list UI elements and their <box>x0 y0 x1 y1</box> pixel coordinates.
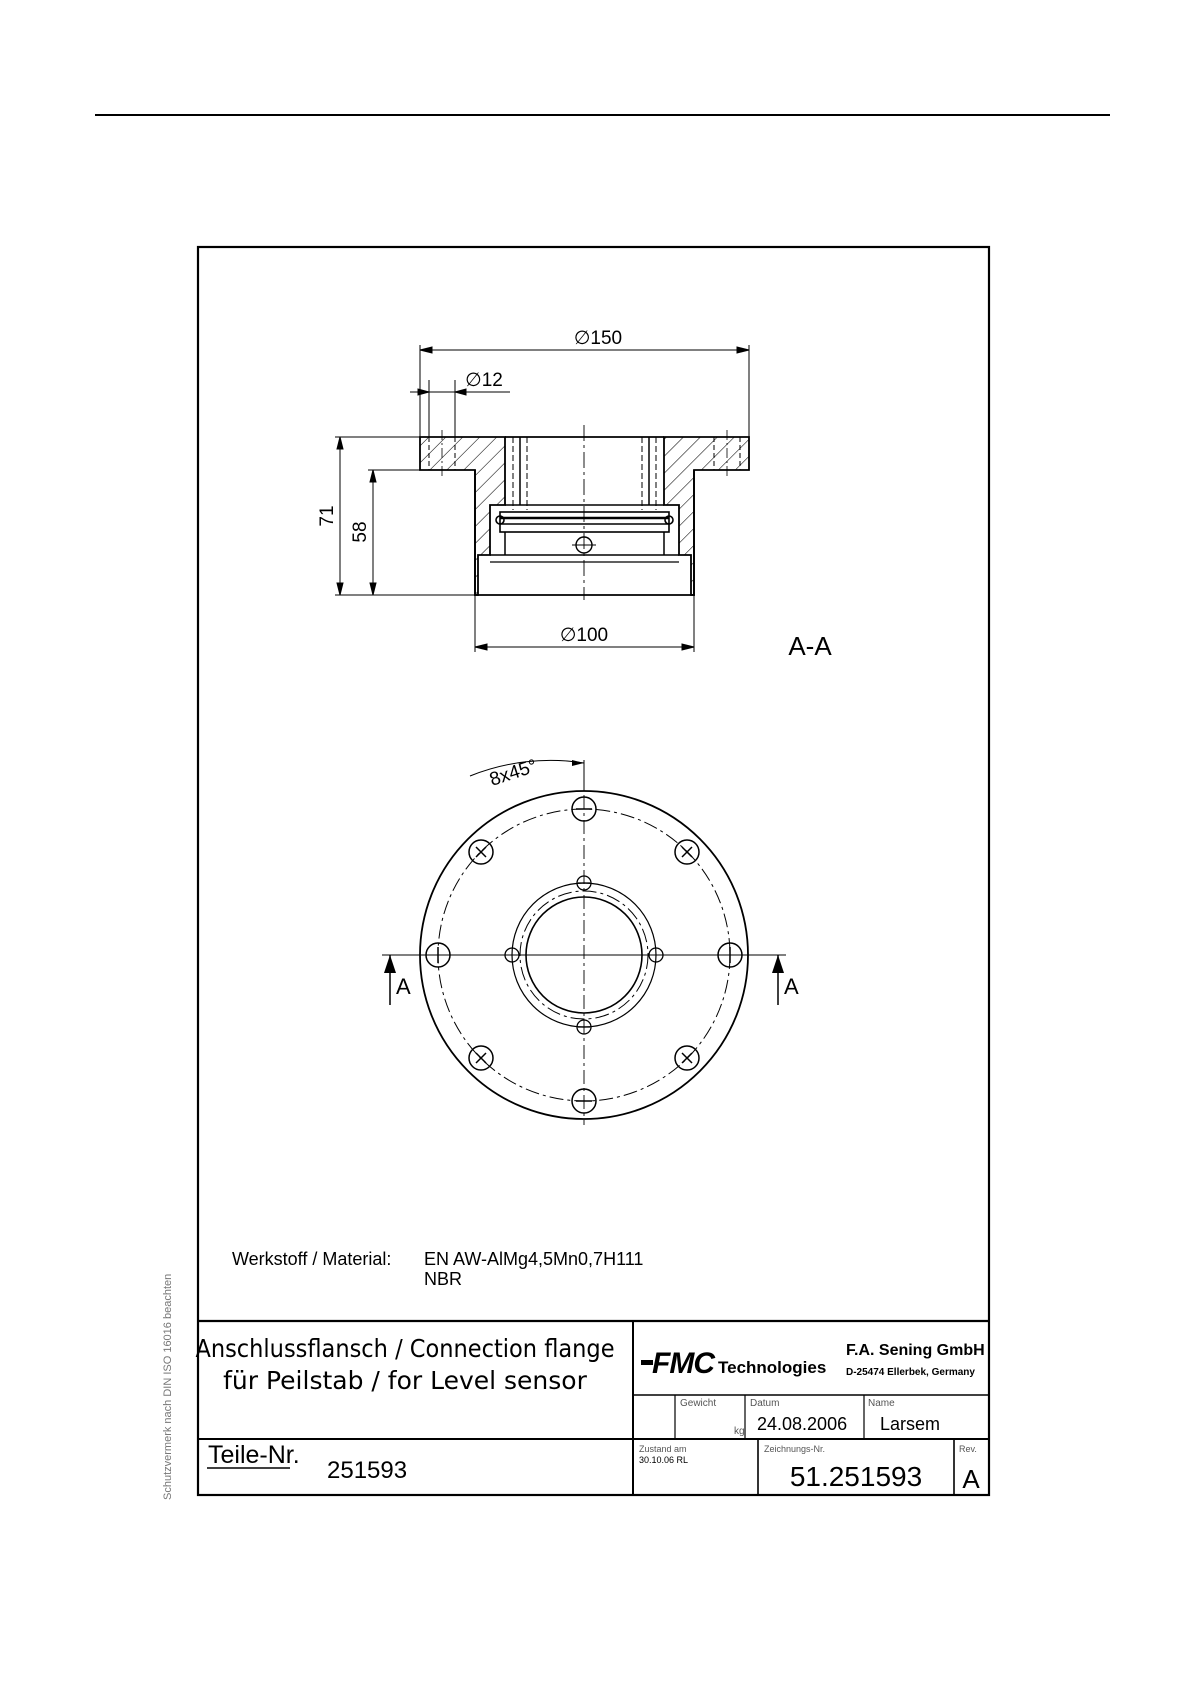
datum-label: Datum <box>750 1398 780 1409</box>
company-address: D-25474 Ellerbek, Germany <box>846 1367 975 1378</box>
section-label: A-A <box>788 631 832 661</box>
drawing-frame <box>198 247 989 1495</box>
dim-d100: ∅100 <box>559 625 609 646</box>
material-label: Werkstoff / Material: <box>232 1249 392 1269</box>
section-view <box>335 345 749 652</box>
zeichnung-value: 51.251593 <box>789 1461 923 1492</box>
title-line-1: Anschlussflansch / Connection flange <box>195 1334 615 1363</box>
top-view <box>382 760 786 1125</box>
material-value-2: NBR <box>424 1269 463 1289</box>
dim-bolt-pattern: 8x45° <box>487 755 540 791</box>
zustand-value: 30.10.06 RL <box>639 1455 689 1465</box>
section-mark-right: A <box>784 974 799 999</box>
gewicht-label: Gewicht <box>680 1398 717 1409</box>
rev-label: Rev. <box>959 1444 977 1454</box>
zeichnung-label: Zeichnungs-Nr. <box>764 1444 826 1454</box>
company-logo: FMC <box>652 1347 714 1380</box>
company-name: F.A. Sening GmbH <box>846 1342 985 1359</box>
teile-value: 251593 <box>327 1457 408 1484</box>
material-value-1: EN AW-AlMg4,5Mn0,7H111 <box>424 1249 644 1269</box>
name-label: Name <box>868 1398 895 1409</box>
protection-note: Schutzvermerk nach DIN ISO 16016 beachten <box>162 1273 174 1500</box>
dim-d12: ∅12 <box>465 370 503 391</box>
gewicht-unit: kg <box>734 1426 745 1437</box>
dim-h71: 71 <box>317 505 338 527</box>
title-line-2: für Peilstab / for Level sensor <box>223 1366 587 1395</box>
datum-value: 24.08.2006 <box>757 1414 848 1434</box>
company-logo-suffix: Technologies <box>718 1358 827 1377</box>
section-mark-left: A <box>396 974 411 999</box>
rev-value: A <box>962 1464 980 1494</box>
dim-d150: ∅150 <box>573 328 623 349</box>
dim-h58: 58 <box>350 521 371 543</box>
zustand-label: Zustand am <box>639 1444 687 1454</box>
name-value: Larsem <box>880 1414 941 1434</box>
teile-label: Teile-Nr. <box>208 1441 300 1469</box>
